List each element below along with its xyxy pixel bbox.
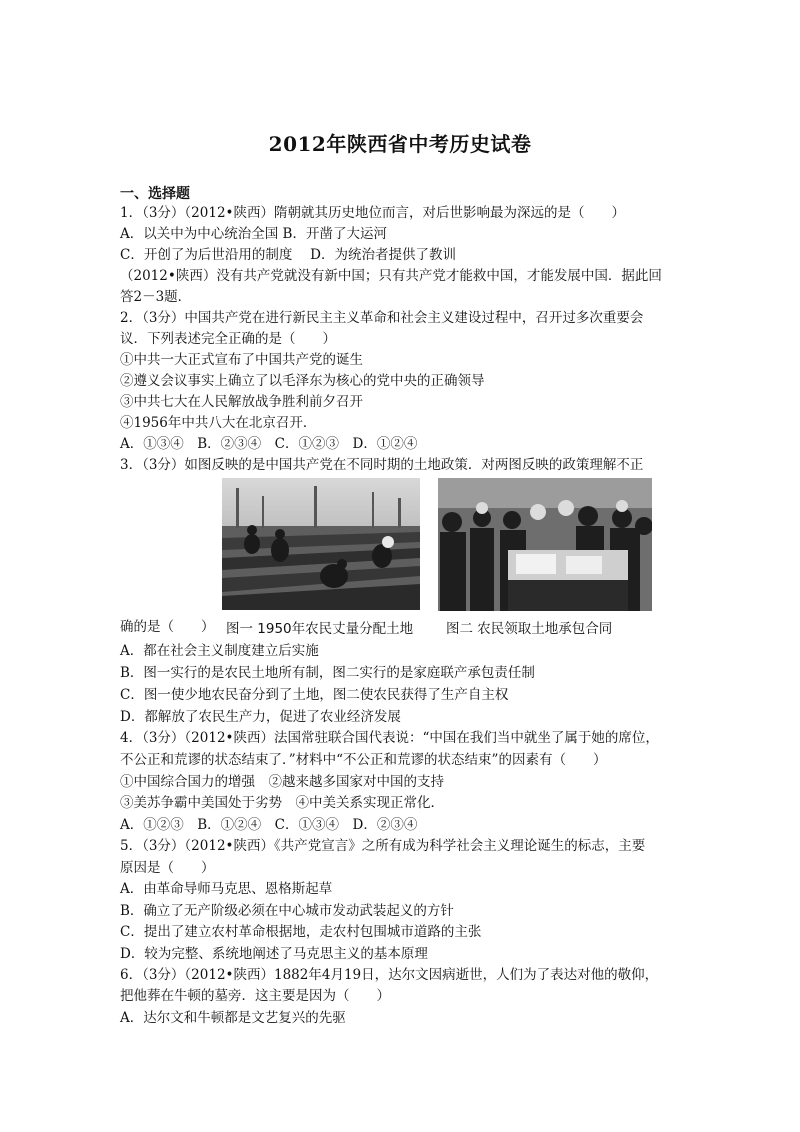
text-line: ③中共七大在人民解放战争胜利前夕召开	[120, 394, 363, 410]
text-line: C．开创了为后世沿用的制度 D．为统治者提供了教训	[120, 247, 456, 263]
text-line: ①中国综合国力的增强 ②越来越多国家对中国的支持	[120, 774, 444, 790]
text-line: 答2－3题．	[120, 289, 192, 305]
text-line: B．确立了无产阶级必须在中心城市发动武装起义的方针	[120, 903, 454, 919]
photo-contract-signing	[438, 478, 652, 611]
text-line: A．由革命导师马克思、恩格斯起草	[120, 881, 333, 897]
text-line: D．较为完整、系统地阐述了马克思主义的基本原理	[120, 946, 428, 962]
text-line: 3．（3分）如图反映的是中国共产党在不同时期的土地政策．对两图反映的政策理解不正	[120, 457, 644, 473]
text-line: 6．（3分）（2012•陕西）1882年4月19日，达尔文因病逝世，人们为了表达对他的敬仰，	[120, 967, 659, 983]
text-line: A．①③④ B．②③④ C．①②③ D．①②④	[120, 436, 418, 452]
text-line: 原因是（ ）	[120, 860, 215, 876]
figure-caption-1: 图一 1950年农民丈量分配土地	[226, 621, 414, 637]
text-line: A．达尔文和牛顿都是文艺复兴的先驱	[120, 1010, 346, 1026]
text-line: C．提出了建立农村革命根据地，走农村包围城市道路的主张	[120, 924, 482, 940]
text-line: ④1956年中共八大在北京召开．	[120, 415, 317, 431]
text-line: 5．（3分）（2012•陕西）《共产党宣言》之所有成为科学社会主义理论诞生的标志，主要	[120, 838, 646, 854]
text-line: 不公正和荒谬的状态结束了．”材料中“不公正和荒谬的状态结束”的因素有（ ）	[120, 752, 607, 768]
text-line: A．以关中为中心统治全国 B．开凿了大运河	[120, 226, 387, 242]
text-line: A．①②③ B．①②④ C．①③④ D．②③④	[120, 817, 418, 833]
page-title: 2012年陕西省中考历史试卷	[268, 132, 532, 156]
text-line: ②遵义会议事实上确立了以毛泽东为核心的党中央的正确领导	[120, 373, 485, 389]
text-line: （2012•陕西）没有共产党就没有新中国；只有共产党才能救中国，才能发展中国．据此回	[120, 268, 662, 284]
text-line: ①中共一大正式宣布了中国共产党的诞生	[120, 352, 363, 368]
text-line: 2．（3分）中国共产党在进行新民主主义革命和社会主义建设过程中，召开过多次重要会	[120, 310, 644, 326]
text-line: 4．（3分）（2012•陕西）法国常驻联合国代表说：“中国在我们当中就坐了属于她的席位，	[120, 730, 659, 746]
text-line: 把他葬在牛顿的墓旁．这主要是因为（ ）	[120, 988, 390, 1004]
photo-land-measuring	[222, 478, 420, 610]
figure-caption-2: 图二 农民领取土地承包合同	[446, 621, 613, 637]
text-line: D．都解放了农民生产力，促进了农业经济发展	[120, 709, 401, 725]
text-line: A．都在社会主义制度建立后实施	[120, 643, 319, 659]
text-line: 1．（3分）（2012•陕西）隋朝就其历史地位而言，对后世影响最为深远的是（ ）	[120, 205, 625, 221]
text-line: C．图一使少地农民奋分到了土地，图二使农民获得了生产自主权	[120, 687, 509, 703]
text-line: 确的是（ ）	[120, 619, 215, 635]
section-heading: 一、选择题	[120, 186, 190, 202]
text-line: ③美苏争霸中美国处于劣势 ④中美关系实现正常化．	[120, 795, 444, 811]
text-line: 议．下列表述完全正确的是（ ）	[120, 331, 336, 347]
figure-photos	[222, 478, 654, 614]
text-line: B．图一实行的是农民土地所有制，图二实行的是家庭联产承包责任制	[120, 665, 535, 681]
